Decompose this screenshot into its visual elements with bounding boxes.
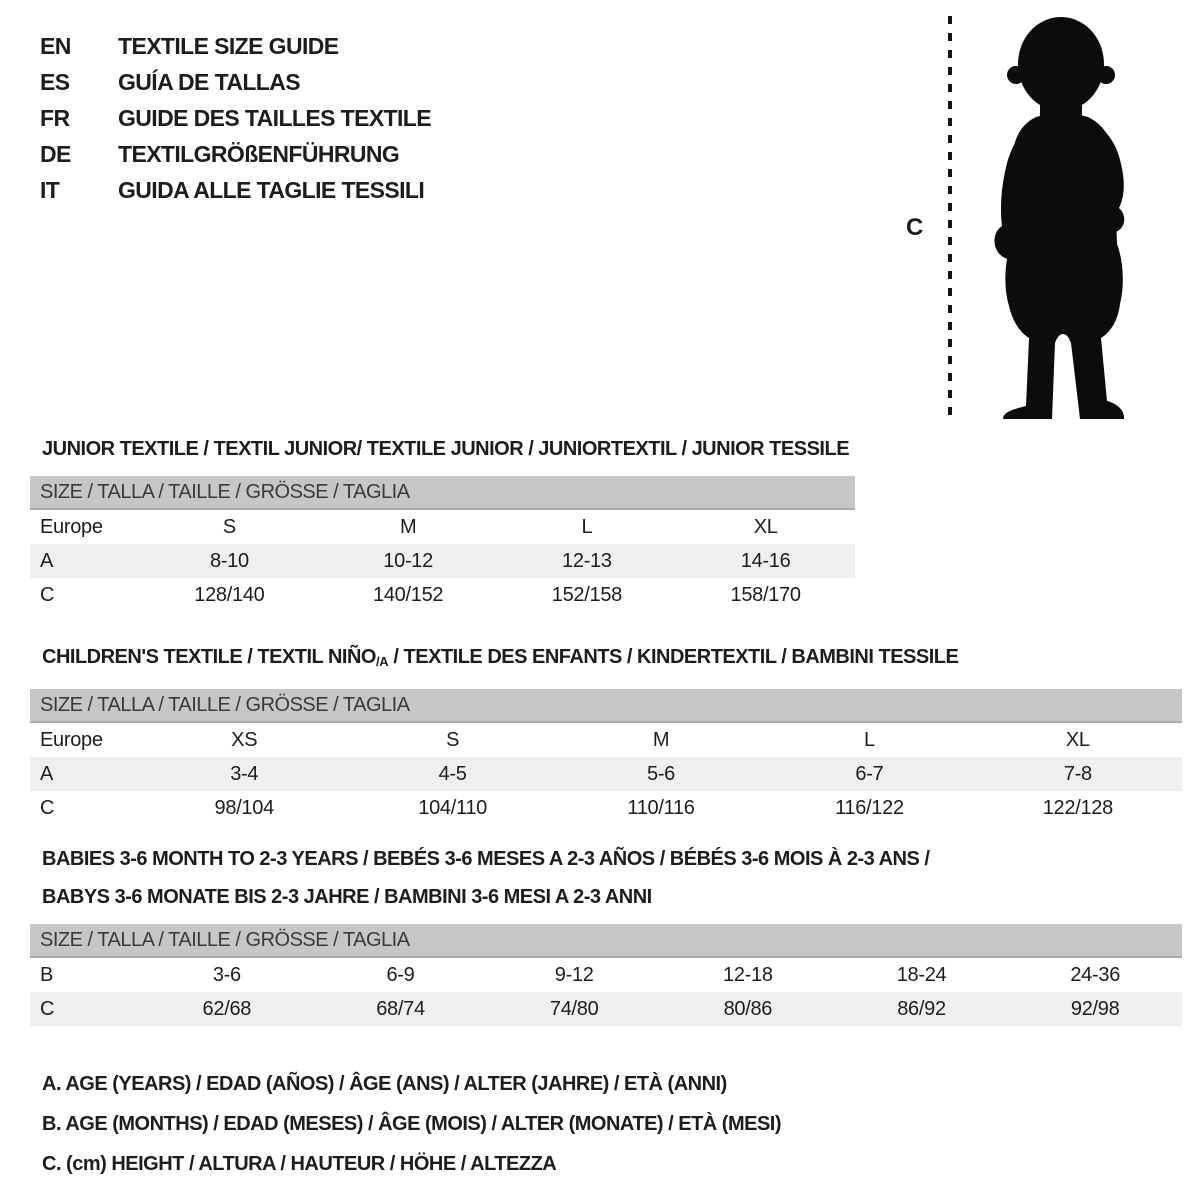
size-section xyxy=(30,638,1182,825)
size-cell: S xyxy=(446,729,460,751)
size-cell: 24-36 xyxy=(1070,964,1121,986)
size-cell: 74/80 xyxy=(549,998,599,1020)
size-cell: 9-12 xyxy=(554,964,594,986)
size-cell: M xyxy=(399,516,417,538)
language-title: GUIDE DES TAILLES TEXTILE xyxy=(118,105,431,131)
size-cell: 158/170 xyxy=(730,584,801,606)
size-cell: 128/140 xyxy=(194,584,265,606)
table-row xyxy=(30,958,1182,992)
size-cell: XL xyxy=(753,516,778,538)
row-label: Europe xyxy=(40,516,103,538)
size-table xyxy=(30,689,1182,825)
baby-silhouette xyxy=(994,17,1124,419)
size-cell: L xyxy=(864,729,875,751)
size-cell: 4-5 xyxy=(438,763,467,785)
size-cell: 12-13 xyxy=(562,550,612,572)
size-cell: 3-4 xyxy=(230,763,259,785)
language-code: ES xyxy=(40,69,70,95)
size-cell: 7-8 xyxy=(1063,763,1092,785)
row-label: Europe xyxy=(40,729,103,751)
size-cell: 10-12 xyxy=(383,550,433,572)
legend xyxy=(42,1064,781,1184)
legend-item: A. AGE (YEARS) / EDAD (AÑOS) / ÂGE (ANS) / ALTER (JAHRE) / ETÀ (ANNI) xyxy=(42,1073,727,1095)
language-row xyxy=(40,64,431,100)
size-cell: L xyxy=(581,516,593,538)
size-cell: 6-9 xyxy=(386,964,415,986)
title-text: /A xyxy=(375,654,389,669)
section-title xyxy=(42,430,855,468)
row-label: C xyxy=(40,584,55,606)
table-header-bar: SIZE / TALLA / TAILLE / GRÖSSE / TAGLIA xyxy=(30,476,855,510)
size-cell: 3-6 xyxy=(212,964,241,986)
size-section xyxy=(30,840,1182,1026)
table-row xyxy=(30,544,855,578)
size-cell: S xyxy=(222,516,236,538)
title-text: BABYS 3-6 MONATE BIS 2-3 JAHRE / BAMBINI 3-6 MESI A 2-3 ANNI xyxy=(42,886,652,908)
size-cell: 6-7 xyxy=(855,763,884,785)
size-section xyxy=(30,430,855,612)
language-row xyxy=(40,28,431,64)
size-cell: M xyxy=(652,729,670,751)
size-cell: XL xyxy=(1065,729,1090,751)
size-cell: 8-10 xyxy=(209,550,249,572)
row-label: A xyxy=(40,763,54,785)
size-table xyxy=(30,476,855,612)
language-code: IT xyxy=(40,177,60,203)
size-cell: 18-24 xyxy=(896,964,947,986)
size-cell: 12-18 xyxy=(723,964,773,986)
size-cell: 68/74 xyxy=(376,998,425,1020)
table-row xyxy=(30,757,1182,791)
language-code: FR xyxy=(40,105,70,131)
size-cell: 92/98 xyxy=(1070,998,1120,1020)
size-cell: 5-6 xyxy=(647,763,676,785)
size-cell: XS xyxy=(231,729,258,751)
size-cell: 80/86 xyxy=(723,998,773,1020)
legend-item: B. AGE (MONTHS) / EDAD (MESES) / ÂGE (MOIS) / ALTER (MONATE) / ETÀ (MESI) xyxy=(42,1113,782,1135)
language-title: GUÍA DE TALLAS xyxy=(118,69,300,95)
language-code: DE xyxy=(40,141,71,167)
legend-item: C. (cm) HEIGHT / ALTURA / HAUTEUR / HÖHE / ALTEZZA xyxy=(42,1153,557,1175)
baby-silhouette-svg xyxy=(898,12,1148,426)
size-cell: 110/116 xyxy=(627,797,695,819)
title-text: BABIES 3-6 MONTH TO 2-3 YEARS / BEBÉS 3-6 MESES A 2-3 AÑOS / BÉBÉS 3-6 MOIS À 2-3 ANS / xyxy=(42,848,930,870)
title-text: / TEXTILE DES ENFANTS / KINDERTEXTIL / BAMBINI TESSILE xyxy=(388,646,959,668)
size-cell: 104/110 xyxy=(418,797,487,819)
section-title-line xyxy=(42,430,855,468)
title-text: JUNIOR TEXTILE / TEXTIL JUNIOR/ TEXTILE JUNIOR / JUNIORTEXTIL / JUNIOR TESSILE xyxy=(42,438,850,460)
section-title-line xyxy=(42,840,1182,878)
table-header-bar: SIZE / TALLA / TAILLE / GRÖSSE / TAGLIA xyxy=(30,689,1182,723)
row-label: C xyxy=(40,797,55,819)
size-cell: 86/92 xyxy=(897,998,946,1020)
language-title: TEXTILE SIZE GUIDE xyxy=(118,33,339,59)
size-cell: 140/152 xyxy=(373,584,444,606)
table-row xyxy=(30,723,1182,757)
table-header-bar: SIZE / TALLA / TAILLE / GRÖSSE / TAGLIA xyxy=(30,924,1182,958)
language-row xyxy=(40,100,431,136)
size-cell: 14-16 xyxy=(740,550,791,572)
row-label: B xyxy=(40,964,54,986)
table-row xyxy=(30,510,855,544)
size-cell: 98/104 xyxy=(214,797,274,819)
language-row xyxy=(40,172,431,208)
language-code: EN xyxy=(40,33,71,59)
language-list xyxy=(40,28,431,208)
section-title-line xyxy=(42,638,1182,681)
section-title xyxy=(42,638,1182,681)
size-cell: 116/122 xyxy=(835,797,904,819)
height-figure xyxy=(898,12,1148,426)
language-title: GUIDA ALLE TAGLIE TESSILI xyxy=(118,177,425,203)
size-cell: 122/128 xyxy=(1042,797,1113,819)
title-text: CHILDREN'S TEXTILE / TEXTIL NIÑO xyxy=(42,646,376,668)
table-row xyxy=(30,992,1182,1026)
table-row xyxy=(30,791,1182,825)
language-row xyxy=(40,136,431,172)
size-cell: 152/158 xyxy=(551,584,622,606)
size-cell: 62/68 xyxy=(202,998,252,1020)
row-label: C xyxy=(40,998,55,1020)
row-label: A xyxy=(40,550,54,572)
height-measure-label: C xyxy=(906,214,924,241)
section-title xyxy=(42,840,1182,916)
table-row xyxy=(30,578,855,612)
language-title: TEXTILGRÖßENFÜHRUNG xyxy=(118,141,400,167)
section-title-line xyxy=(42,878,1182,916)
size-table xyxy=(30,924,1182,1026)
